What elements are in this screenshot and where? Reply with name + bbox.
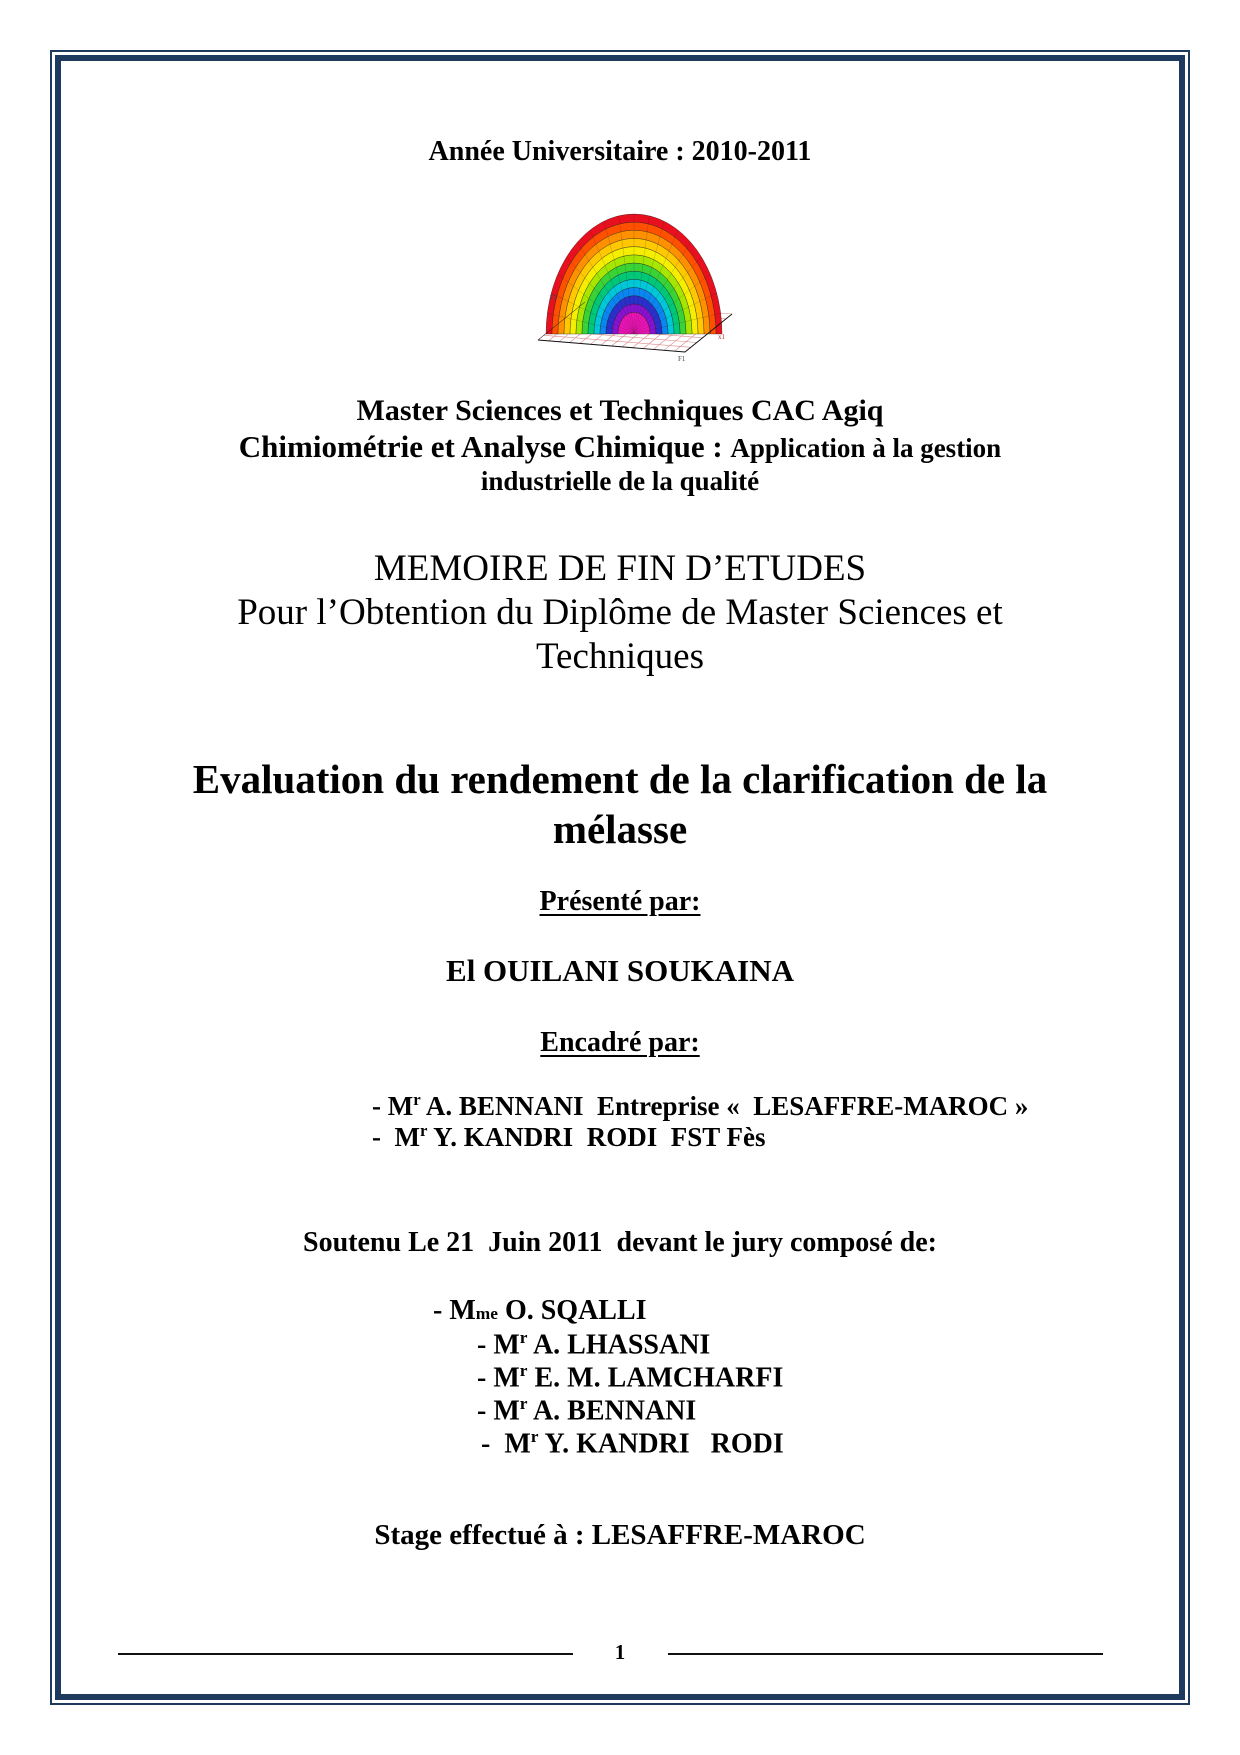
superscript-r: r <box>519 1361 528 1380</box>
internship-line: Stage effectué à : LESAFFRE-MAROC <box>374 1519 866 1551</box>
memoire-subline-1: Pour l’Obtention du Diplôme de Master Sciences et <box>237 592 1003 633</box>
axis-label-x1: x1 <box>718 333 725 341</box>
surface-plot-figure <box>500 182 750 382</box>
axis-label-f1: F1 <box>678 355 686 363</box>
academic-year: Année Universitaire : 2010-2011 <box>428 136 812 167</box>
supervisor-line: - $M^r$ Y. KANDRI RODI FST Fès <box>372 1121 766 1152</box>
page-number: 1 <box>614 1640 626 1664</box>
jury-member: - Mme O. SQALLI <box>433 1295 647 1326</box>
jury-member: - $M^r$ Y. KANDRI RODI <box>481 1427 784 1460</box>
name-suffix-me: me <box>475 1304 498 1323</box>
superscript-r: r <box>413 1090 421 1109</box>
program-line-2 <box>80 429 1160 465</box>
thesis-title-line-2: mélasse <box>552 806 688 852</box>
thesis-title-line-1: Evaluation du rendement de la clarification de la <box>192 756 1048 802</box>
memoire-heading: MEMOIRE DE FIN D’ETUDES <box>373 548 867 589</box>
program-line-2-rest: Application à la gestion <box>730 433 1002 463</box>
program-line-3: industrielle de la qualité <box>480 466 760 496</box>
superscript-r: r <box>530 1427 539 1446</box>
superscript-r: r <box>419 1121 428 1140</box>
presented-by-label: Présenté par: <box>539 886 701 917</box>
memoire-subline-2: Techniques <box>536 636 704 677</box>
superscript-r: r <box>519 1328 528 1347</box>
defense-line: Soutenu Le 21 Juin 2011 devant le jury composé de: <box>303 1227 937 1258</box>
author-name: El OUILANI SOUKAINA <box>446 953 794 988</box>
jury-member: - $M^r$ E. M. LAMCHARFI <box>477 1361 784 1394</box>
jury-member: - $M^r$ A. LHASSANI <box>477 1328 711 1361</box>
surface-plot-svg <box>500 182 750 382</box>
axis-label-f2: F2 <box>549 294 557 302</box>
supervised-by-label: Encadré par: <box>540 1027 700 1058</box>
superscript-r: r <box>519 1394 528 1413</box>
program-line-1: Master Sciences et Techniques CAC Agiq <box>356 394 884 427</box>
jury-member: - $M^r$ A. BENNANI <box>477 1394 697 1427</box>
program-line-2-strong: Chimiométrie et Analyse Chimique : <box>238 429 731 464</box>
supervisor-line: - $M^r$ A. BENNANI Entreprise « LESAFFRE-MAROC » <box>372 1090 1029 1121</box>
